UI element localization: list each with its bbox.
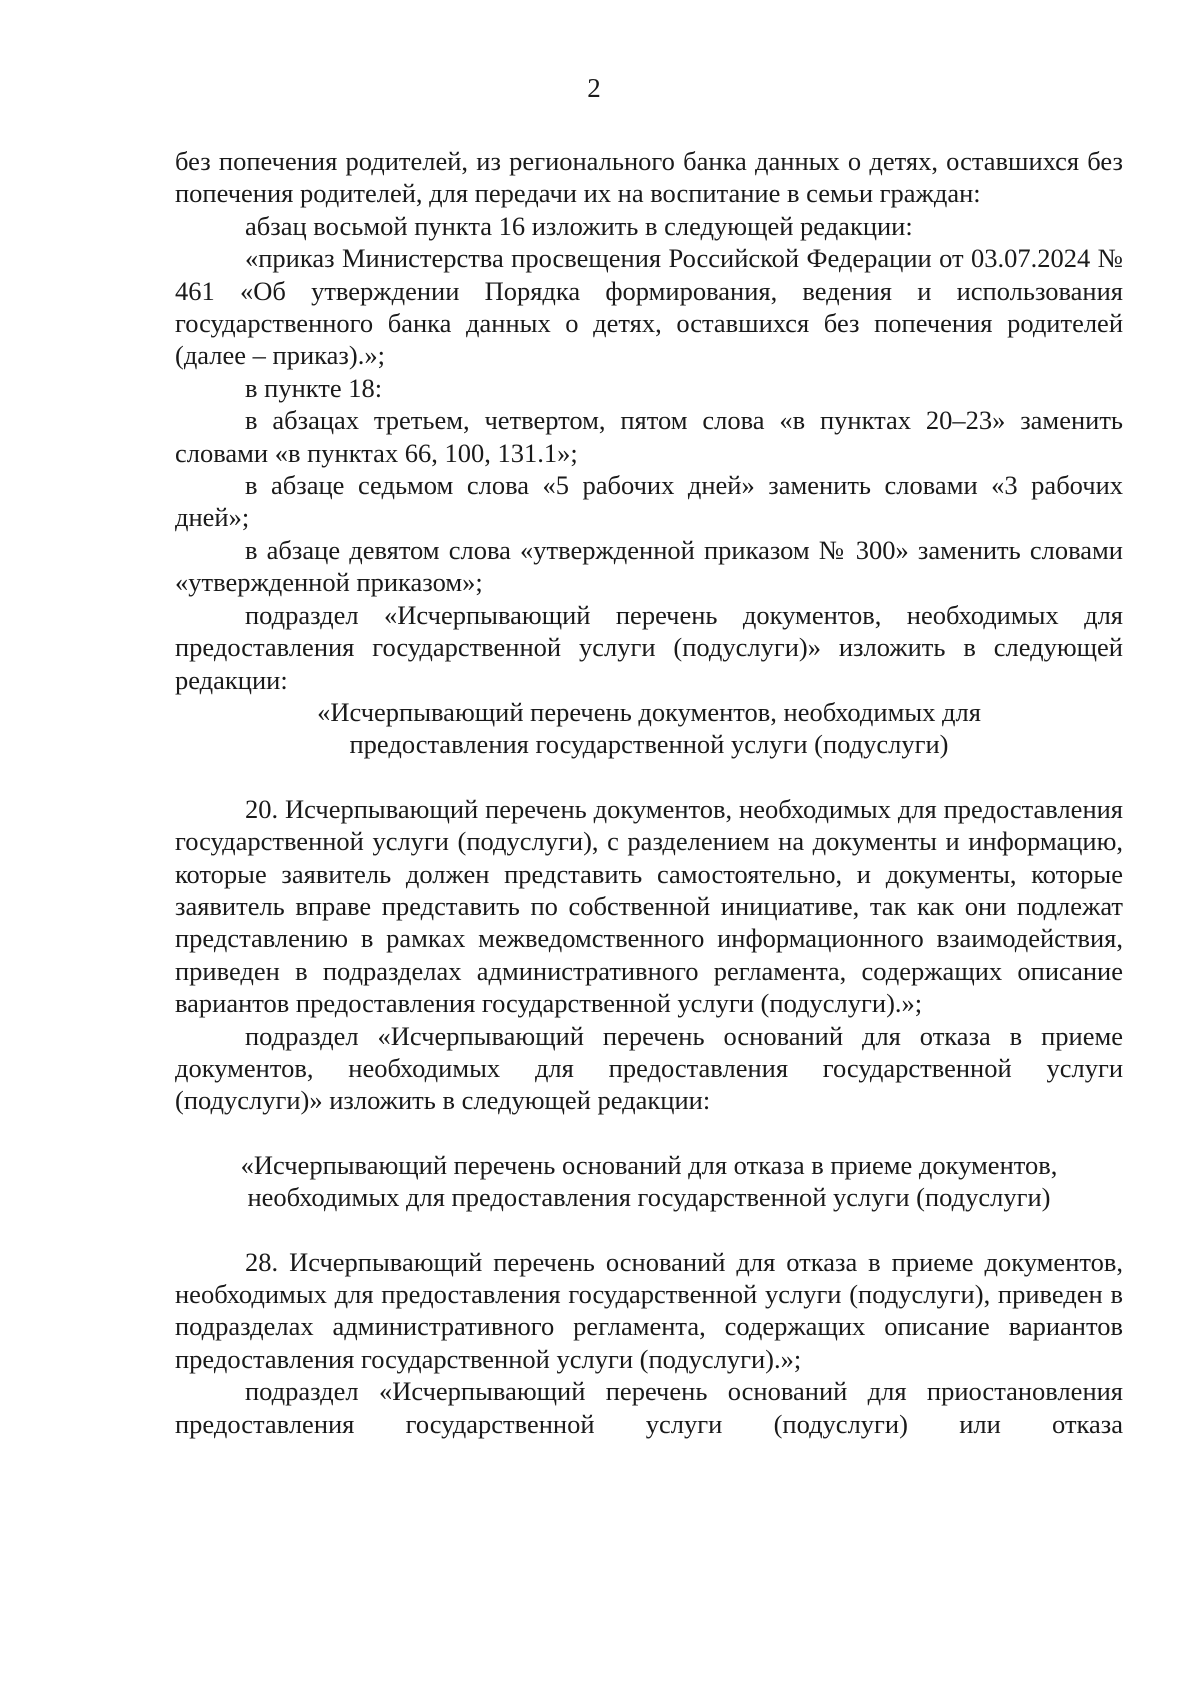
paragraph-gap — [175, 761, 1123, 793]
paragraph-gap — [175, 1117, 1123, 1149]
paragraph: без попечения родителей, из регионального банка данных о детях, оставшихся без попечения родителей, для передачи их на воспитание в семьи граждан: — [175, 146, 1123, 209]
paragraph: подраздел «Исчерпывающий перечень оснований для отказа в приеме документов, необходимых для предоставления государственной услуги (подуслуги)» изложить в следующей редакции: — [175, 1020, 1123, 1116]
paragraph-gap — [175, 1214, 1123, 1246]
paragraph: подраздел «Исчерпывающий перечень документов, необходимых для предоставления государственной услуги (подуслуги)» изложить в следующей редакции: — [175, 599, 1123, 695]
document-body — [175, 145, 1123, 1440]
section-heading: «Исчерпывающий перечень документов, необходимых для предоставления государственной услуги (подуслуги) — [317, 696, 981, 760]
section-heading: «Исчерпывающий перечень оснований для отказа в приеме документов, необходимых для предоставления государственной услуги (подуслуги) — [240, 1149, 1058, 1213]
paragraph: 20. Исчерпывающий перечень документов, необходимых для предоставления государственной услуги (подуслуги), с разделением на документы и информацию, которые заявитель должен представить самостоятельно, и документы, которые заявитель вправе представить по собственной инициативе, так как они подлежат представлению в рамках межведомственного информационного взаимодействия, приведен в подразделах административного регламента, содержащих описание вариантов предоставления государственной услуги (подуслуги).»; — [175, 793, 1123, 1019]
paragraph: в абзаце девятом слова «утвержденной приказом № 300» заменить словами «утвержденной приказом»; — [175, 534, 1123, 598]
paragraph: абзац восьмой пункта 16 изложить в следующей редакции: — [245, 210, 913, 241]
paragraph: подраздел «Исчерпывающий перечень оснований для приостановления предоставления государственной услуги (подуслуги) или отказа — [175, 1376, 1123, 1439]
paragraph: в абзаце седьмом слова «5 рабочих дней» заменить словами «3 рабочих дней»; — [175, 470, 1123, 533]
paragraph: в пункте 18: — [245, 372, 383, 403]
paragraph: 28. Исчерпывающий перечень оснований для отказа в приеме документов, необходимых для предоставления государственной услуги (подуслуги), приведен в подразделах административного регламента, содержащих описание вариантов предоставления государственной услуги (подуслуги).»; — [175, 1246, 1123, 1374]
paragraph: «приказ Министерства просвещения Российской Федерации от 03.07.2024 № 461 «Об утверждении Порядка формирования, ведения и использования государственного банка данных о детях, оставшихся без попечения родителей (далее – приказ).»; — [175, 243, 1123, 371]
paragraph: в абзацах третьем, четвертом, пятом слова «в пунктах 20–23» заменить словами «в пунктах 66, 100, 131.1»; — [175, 405, 1123, 468]
page-number: 2 — [587, 73, 601, 103]
